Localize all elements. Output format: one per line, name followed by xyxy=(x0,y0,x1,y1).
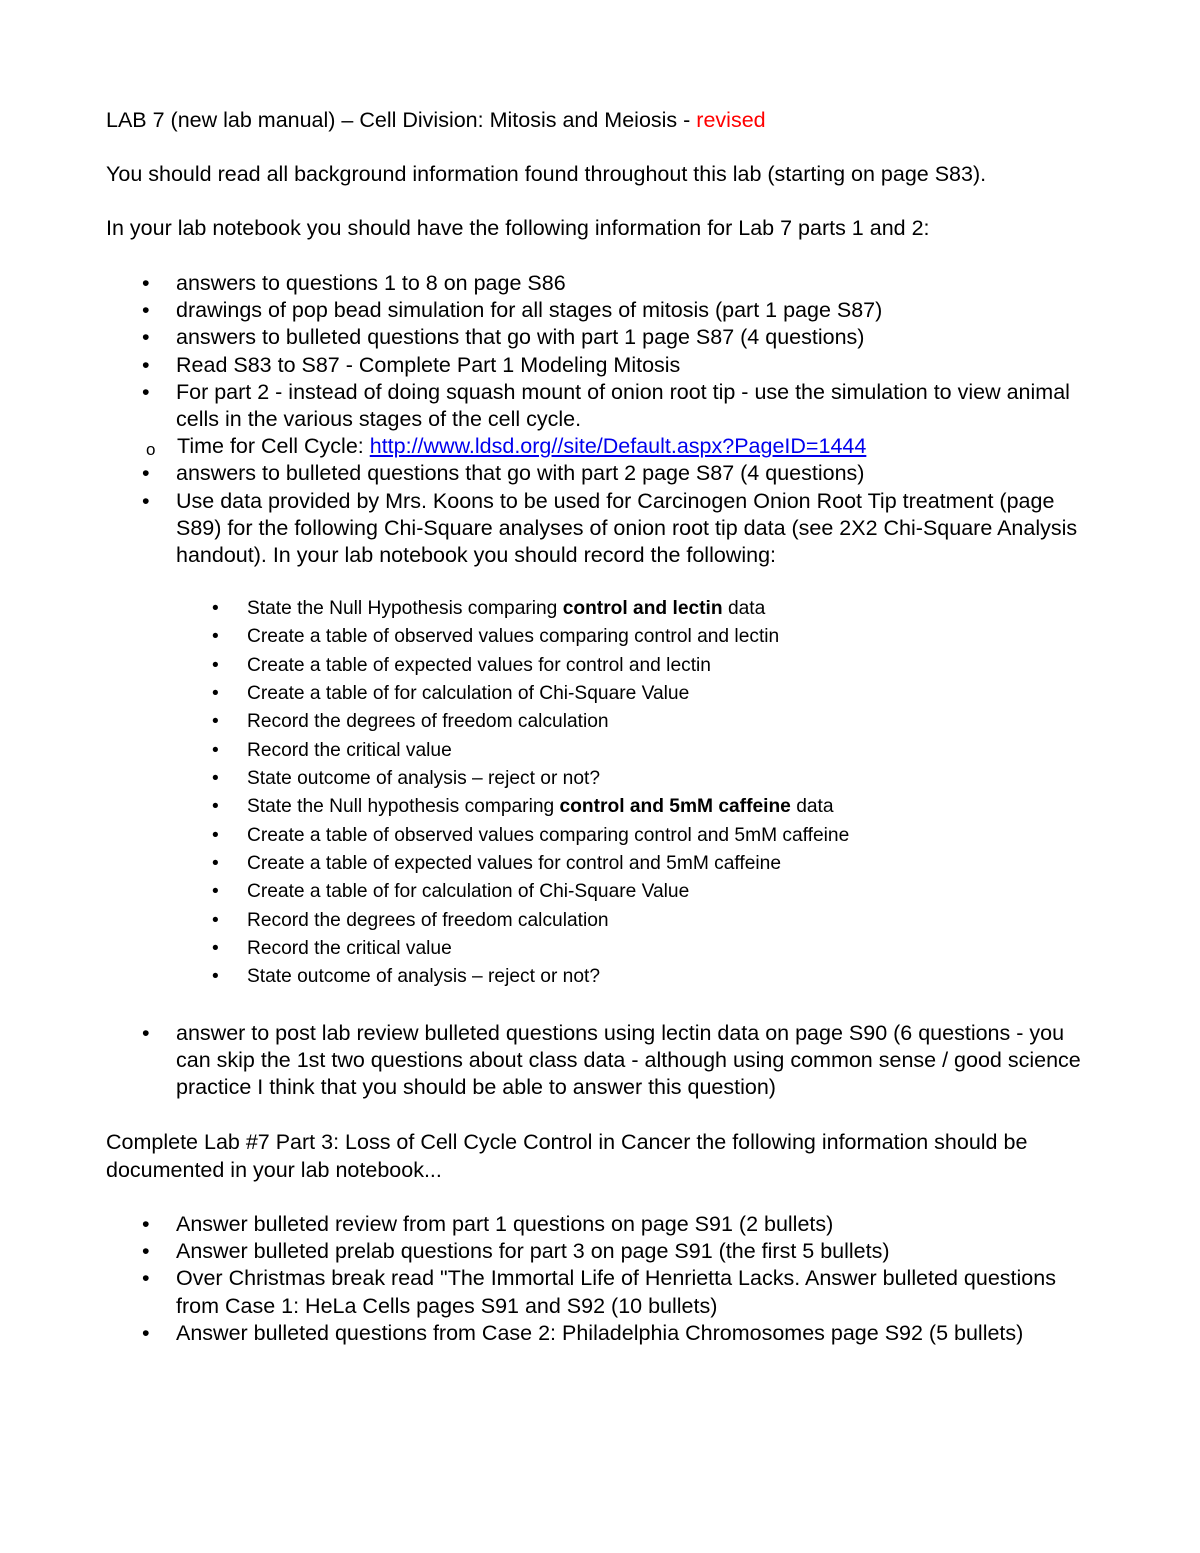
list-item-text: answers to bulleted questions that go with part 2 page S87 (4 questions) xyxy=(176,461,865,486)
list-item-text: Record the critical value xyxy=(247,938,452,960)
list-item xyxy=(106,680,1006,708)
list-item-text: Create a table of expected values for control and 5mM caffeine xyxy=(247,853,782,875)
list-item xyxy=(106,708,1006,736)
list-item xyxy=(106,935,1006,963)
bold-text: control and lectin xyxy=(562,598,723,619)
list-item-text: Record the critical value xyxy=(247,739,452,761)
list-item xyxy=(106,1020,1101,1102)
bullet-icon: • xyxy=(212,966,219,988)
bullet-icon: • xyxy=(142,1320,150,1345)
list-item-text: answers to bulleted questions that go with part 1 page S87 (4 questions) xyxy=(176,325,865,350)
bullet-icon: • xyxy=(142,352,150,377)
parts-1-2-list xyxy=(106,270,1101,569)
cell-cycle-label: Time for Cell Cycle: xyxy=(177,434,370,459)
bold-text: control and 5mM caffeine xyxy=(559,796,791,818)
bullet-icon: • xyxy=(212,654,219,676)
list-item xyxy=(106,460,1101,487)
list-item-text: Create a table of observed values comparing control and lectin xyxy=(247,626,780,648)
intro-paragraph: You should read all background information found throughout this lab (starting on page S83). xyxy=(106,162,987,186)
bullet-icon: • xyxy=(142,379,150,404)
list-item-text: data xyxy=(790,796,834,818)
bullet-icon: • xyxy=(212,683,219,705)
bullet-icon: • xyxy=(212,796,219,818)
list-item xyxy=(106,1265,1101,1319)
list-item xyxy=(106,623,1006,651)
list-item-text: For part 2 - instead of doing squash mount of onion root tip - use the simulation to view animal cells in the various stages of the cell cycle. xyxy=(176,379,1070,432)
list-item-text: Answer bulleted prelab questions for part 3 on page S91 (the first 5 bullets) xyxy=(176,1239,890,1264)
list-item xyxy=(106,270,1101,297)
list-item xyxy=(106,822,1006,850)
list-item xyxy=(106,379,1101,461)
sub-list xyxy=(146,433,1101,460)
bullet-icon: • xyxy=(212,598,219,619)
bullet-icon: • xyxy=(142,461,150,486)
bullet-icon: • xyxy=(212,938,219,960)
bullet-icon: • xyxy=(142,488,150,513)
bullet-icon: • xyxy=(142,1021,150,1045)
list-item xyxy=(106,352,1101,379)
bullet-icon: • xyxy=(142,1266,150,1291)
list-item xyxy=(106,297,1101,324)
list-item-text: Over Christmas break read "The Immortal Life of Henrietta Lacks. Answer bulleted questions from Case 1: HeLa Cells pages S91 and S92 (10 bullets) xyxy=(176,1266,1056,1318)
sub-list-item xyxy=(106,433,1101,460)
list-item-text: Record the degrees of freedom calculation xyxy=(247,711,609,733)
revised-label: revised xyxy=(696,108,766,132)
list-item xyxy=(106,907,1006,935)
list-item xyxy=(106,963,1006,991)
bullet-icon: • xyxy=(212,824,219,846)
bullet-icon: • xyxy=(212,881,219,903)
bullet-icon: • xyxy=(142,298,150,323)
list-item-text: State the Null Hypothesis comparing xyxy=(247,598,563,619)
cell-cycle-link[interactable]: http://www.ldsd.org//site/Default.aspx?PageID=1444 xyxy=(369,434,867,459)
list-item-text: data xyxy=(722,598,766,619)
lab-title xyxy=(106,107,1096,135)
list-item xyxy=(106,595,1006,623)
list-item xyxy=(106,878,1006,906)
lab-title-main: LAB 7 (new lab manual) – Cell Division: Mitosis and Meiosis - xyxy=(106,108,697,132)
list-item-text: Record the degrees of freedom calculation xyxy=(247,909,609,931)
list-item xyxy=(106,488,1101,570)
post-lab-list xyxy=(106,1020,1101,1102)
list-item xyxy=(106,324,1101,351)
notebook-intro-paragraph: In your lab notebook you should have the following information for Lab 7 parts 1 and 2: xyxy=(106,216,930,240)
list-item-text: Create a table of for calculation of Chi-Square Value xyxy=(247,881,690,903)
list-item xyxy=(106,1320,1101,1347)
list-item-text: drawings of pop bead simulation for all stages of mitosis (part 1 page S87) xyxy=(176,298,883,323)
part-3-list xyxy=(106,1211,1101,1347)
list-item xyxy=(106,765,1006,793)
bullet-icon: • xyxy=(142,271,150,295)
list-item-text: Read S83 to S87 - Complete Part 1 Modeling Mitosis xyxy=(176,352,681,377)
list-item xyxy=(106,737,1006,765)
list-item-text: State outcome of analysis – reject or not? xyxy=(247,966,601,988)
bullet-icon: • xyxy=(212,909,219,931)
bullet-icon: • xyxy=(212,626,219,648)
list-item xyxy=(106,1238,1101,1265)
list-item-text: Answer bulleted review from part 1 questions on page S91 (2 bullets) xyxy=(176,1212,834,1236)
bullet-icon: • xyxy=(212,711,219,733)
bullet-icon: • xyxy=(212,739,219,761)
list-item-text: Answer bulleted questions from Case 2: Philadelphia Chromosomes page S92 (5 bullets) xyxy=(176,1320,1024,1345)
list-item-text: Create a table of for calculation of Chi-Square Value xyxy=(247,683,690,705)
circle-bullet-icon: o xyxy=(146,440,156,460)
list-item-text: State outcome of analysis – reject or not? xyxy=(247,768,601,790)
bullet-icon: • xyxy=(142,1212,150,1236)
bullet-icon: • xyxy=(212,768,219,790)
bullet-icon: • xyxy=(212,853,219,875)
list-item xyxy=(106,652,1006,680)
list-item xyxy=(106,1211,1101,1238)
list-item-text: answer to post lab review bulleted questions using lectin data on page S90 (6 questions - you can skip the 1st two questions about class data - although using common sense / good science practice I think that you should be able to answer this question) xyxy=(176,1021,1081,1100)
part3-intro-paragraph: Complete Lab #7 Part 3: Loss of Cell Cycle Control in Cancer the following information should be documented in your lab notebook... xyxy=(106,1130,1028,1182)
list-item-text: Create a table of observed values comparing control and 5mM caffeine xyxy=(247,824,850,846)
list-item-text: State the Null hypothesis comparing xyxy=(247,796,560,818)
list-item-text: answers to questions 1 to 8 on page S86 xyxy=(176,271,566,295)
list-item xyxy=(106,850,1006,878)
list-item-text: Use data provided by Mrs. Koons to be used for Carcinogen Onion Root Tip treatment (page S89) for the following Chi-Square analyses of onion root tip data (see 2X2 Chi-Square Analysis handout). In your lab notebook you should record the following: xyxy=(176,488,1078,568)
list-item-text: Create a table of expected values for control and lectin xyxy=(247,654,711,676)
bullet-icon: • xyxy=(142,1239,150,1264)
chi-square-list xyxy=(106,595,1006,992)
bullet-icon: • xyxy=(142,325,150,350)
list-item xyxy=(106,793,1006,821)
